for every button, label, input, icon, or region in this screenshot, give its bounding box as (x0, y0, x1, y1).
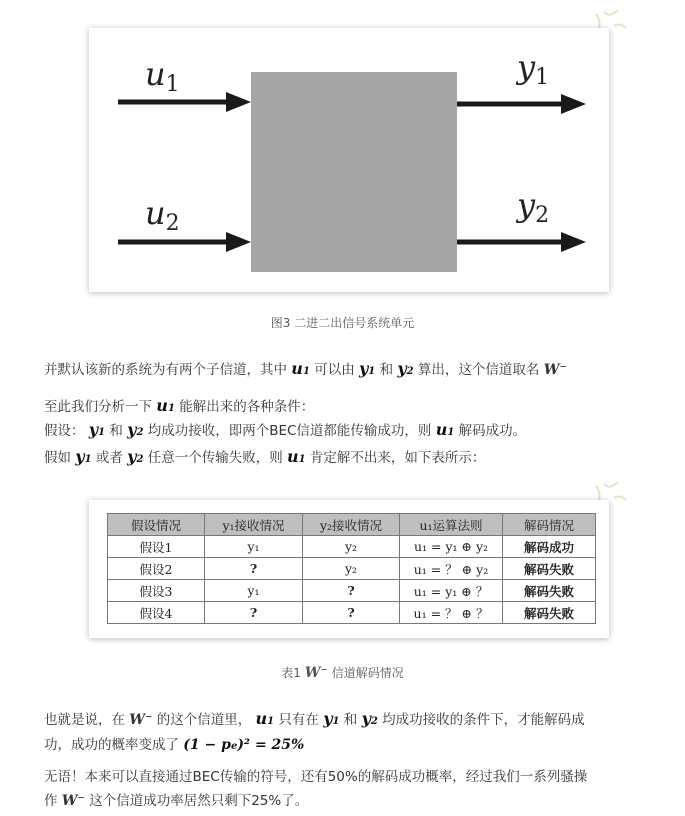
var-y2: y2 (361, 709, 378, 728)
var-y1: y1 (88, 420, 106, 439)
var-u1: u1 (255, 709, 275, 728)
input-arrow-u2 (118, 232, 251, 252)
label-u1: u1 (145, 55, 180, 97)
paragraph-2: 至此我们分析一下 u1 能解出来的各种条件： (44, 396, 315, 415)
table-row: 假设2 ? y₂ u₁ = ？ ⊕ y₂ 解码失败 (108, 558, 596, 580)
label-u2: u2 (145, 194, 180, 236)
paragraph-6: 功，成功的概率变成了 (1 − pe)² = 25% (44, 737, 305, 753)
header-case: 假设情况 (108, 514, 205, 536)
figure-3-caption: 图3 二进二出信号系统单元 (270, 316, 415, 330)
status-fail: 解码失败 (503, 580, 596, 602)
paragraph-1: 并默认该新的系统为有两个子信道，其中 u1 可以由 y1 和 y2 算出，这个信道取名 W⁻ (44, 359, 567, 378)
table-header-row (108, 514, 596, 536)
var-y1: y1 (75, 447, 92, 466)
table-row: 假设3 y₁ ? u₁ = y₁ ⊕ ？ 解码失败 (108, 580, 596, 602)
input-arrow-u1 (118, 92, 251, 112)
system-unit-diagram (89, 28, 609, 292)
label-y2: y2 (517, 186, 550, 228)
channel-w-minus: W⁻ (543, 362, 567, 378)
label-y1: y1 (517, 48, 550, 90)
channel-w-minus: W⁻ (129, 712, 153, 728)
paragraph-4: 假如 y1 或者 y2 任意一个传输失败，则 u1 肯定解不出来，如下表所示： (44, 447, 486, 466)
header-result: 解码情况 (503, 514, 596, 536)
var-y2: y2 (397, 359, 414, 378)
paragraph-7: 无语！本来可以直接通过BEC传输的符号，还有50%的解码成功概率，经过我们一系列骚操 (44, 769, 588, 785)
var-y2: y2 (127, 447, 144, 466)
unknown-mark: ? (205, 558, 303, 580)
var-u1: u1 (287, 447, 306, 466)
unknown-mark: ? (303, 580, 400, 602)
unknown-mark: ? (303, 602, 400, 624)
header-y2: y₂接收情况 (303, 514, 400, 536)
channel-w-minus: W⁻ (61, 793, 85, 809)
var-u1: u1 (291, 359, 310, 378)
table-row: 假设1 y₁ y₂ u₁ = y₁ ⊕ y₂ 解码成功 (108, 536, 596, 558)
status-fail: 解码失败 (503, 558, 596, 580)
paragraph-5: 也就是说，在 W⁻ 的这个信道里， u1 只有在 y1 和 y2 均成功接收的条件下，才能解码成 (44, 709, 585, 728)
output-arrow-y2 (457, 232, 586, 252)
var-y1: y1 (323, 709, 340, 728)
var-u1: u1 (435, 420, 455, 439)
status-success: 解码成功 (503, 536, 596, 558)
unknown-mark: ? (205, 602, 303, 624)
status-fail: 解码失败 (503, 602, 596, 624)
header-y1: y₁接收情况 (205, 514, 303, 536)
system-block (251, 72, 457, 272)
figure-3-frame (89, 28, 609, 292)
var-y2: y2 (127, 420, 144, 439)
output-arrow-y1 (457, 94, 586, 114)
var-y1: y1 (359, 359, 376, 378)
var-u1: u1 (156, 396, 175, 415)
decoding-table (107, 513, 596, 624)
paragraph-3: 假设： y1 和 y2 均成功接收，即两个BEC信道都能传输成功，则 u1 解码成功。 (44, 420, 527, 439)
header-rule: u₁运算法则 (400, 514, 503, 536)
paragraph-8: 作 W⁻ 这个信道成功率居然只剩下25%了。 (44, 793, 309, 809)
table-1-caption: 表1 W⁻ 信道解码情况 (281, 665, 404, 681)
table-row: 假设4 ? ? u₁ = ？ ⊕ ？ 解码失败 (108, 602, 596, 624)
success-probability-formula: (1 − pe)² = 25% (183, 737, 305, 753)
